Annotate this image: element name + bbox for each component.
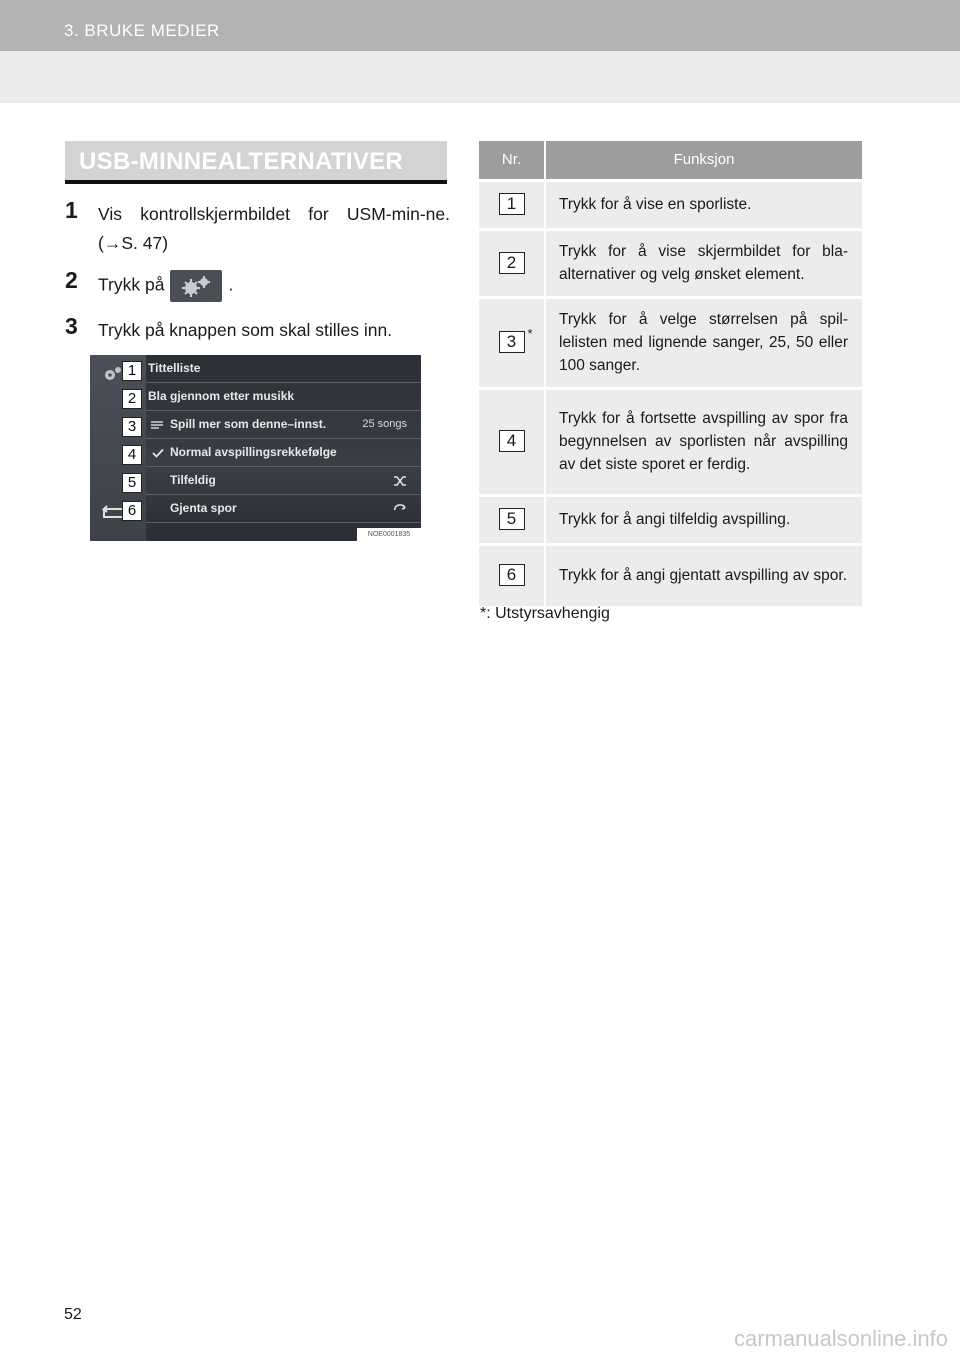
row-number xyxy=(479,229,545,297)
watermark: carmanualsonline.info xyxy=(733,1326,948,1351)
table-row xyxy=(479,544,862,606)
header-band xyxy=(0,51,960,103)
repeat-icon xyxy=(393,503,407,515)
step-text xyxy=(65,270,450,302)
page-number: 52 xyxy=(64,1306,82,1323)
row-description: Trykk for å vise en sporliste. xyxy=(545,180,862,229)
row-number xyxy=(479,297,545,388)
step-1 xyxy=(65,197,450,258)
step-number: 2 xyxy=(65,267,78,293)
step-text: Trykk på knappen som skal stilles inn. xyxy=(98,320,393,340)
table-row xyxy=(479,297,862,388)
number-box xyxy=(499,564,525,586)
header-function: Funksjon xyxy=(545,141,862,180)
callout-badge-1: 1 xyxy=(122,361,142,381)
number-box xyxy=(499,193,525,215)
row-description: Trykk for å fortsette avspilling av spor fra begynnelsen av sporlisten når avspilling av det siste sporet er ferdig. xyxy=(545,388,862,495)
step-text-before: Trykk på xyxy=(98,274,165,295)
gear-icon xyxy=(102,365,124,383)
section-heading xyxy=(65,141,447,184)
row-number xyxy=(479,495,545,544)
equipment-mark: * xyxy=(527,326,533,341)
screen-row-shuffle[interactable] xyxy=(146,467,421,495)
step-2 xyxy=(65,267,450,302)
header-nr: Nr. xyxy=(479,141,545,180)
step-number: 1 xyxy=(65,197,78,223)
settings-button[interactable] xyxy=(170,270,222,302)
screen-row-label: Tilfeldig xyxy=(170,473,216,487)
number-text: 5 xyxy=(506,509,517,528)
table-header-row xyxy=(479,141,862,180)
gear-icon xyxy=(176,273,216,299)
screen-row-label: Bla gjennom etter musikk xyxy=(148,389,295,403)
row-number xyxy=(479,544,545,606)
shuffle-icon xyxy=(393,475,407,487)
number-box xyxy=(499,508,525,530)
screen-row-label: Normal avspillingsrekkefølge xyxy=(170,445,337,459)
number-text: 1 xyxy=(506,194,517,213)
row-number xyxy=(479,180,545,229)
step-3 xyxy=(65,313,450,345)
screen-row-label: Spill mer som denne–innst. xyxy=(170,417,327,431)
usb-options-screen xyxy=(90,355,421,541)
step-text-after: . xyxy=(228,274,234,295)
table-row xyxy=(479,229,862,297)
number-box xyxy=(499,430,525,452)
table-row xyxy=(479,495,862,544)
callout-badge-2: 2 xyxy=(122,389,142,409)
footnote: *: Utstyrsavhengig xyxy=(480,605,610,622)
number-box xyxy=(499,252,525,274)
row-description: Trykk for å vise skjermbildet for bla-alternativer og velg ønsket element. xyxy=(545,229,862,297)
screen-row-title-list[interactable] xyxy=(146,355,421,383)
number-text: 4 xyxy=(506,431,517,450)
callout-badge-6: 6 xyxy=(122,501,142,521)
chapter-title: 3. BRUKE MEDIER xyxy=(64,21,220,40)
section-heading-text: USB-MINNEALTERNATIVER xyxy=(79,148,404,175)
row-description: Trykk for å angi tilfeldig avspilling. xyxy=(545,495,862,544)
check-icon xyxy=(152,448,164,458)
step-text: Vis kontrollskjermbildet for USM-min-ne. (→S. 47) xyxy=(98,204,450,253)
screen-row-play-more-like[interactable] xyxy=(146,411,421,439)
callout-badge-4: 4 xyxy=(122,445,142,465)
image-code: NOE0001835 xyxy=(357,528,421,541)
callout-badge-5: 5 xyxy=(122,473,142,493)
callout-badge-3: 3 xyxy=(122,417,142,437)
screen-row-repeat[interactable] xyxy=(146,495,421,523)
table-row xyxy=(479,180,862,229)
screen-row-label: Gjenta spor xyxy=(170,501,237,515)
number-text: 6 xyxy=(506,565,517,585)
function-table xyxy=(479,141,862,606)
number-box xyxy=(499,326,533,353)
header-bar xyxy=(0,0,960,51)
number-text: 3 xyxy=(506,332,517,351)
row-description: Trykk for å velge størrelsen på spil-lelisten med lignende sanger, 25, 50 eller 100 sanger. xyxy=(545,297,862,388)
row-number xyxy=(479,388,545,495)
playlist-icon xyxy=(150,420,164,430)
row-description: Trykk for å angi gjentatt avspilling av spor. xyxy=(545,544,862,606)
number-text: 2 xyxy=(506,252,517,272)
screen-row-label: Tittelliste xyxy=(148,361,201,375)
step-number: 3 xyxy=(65,313,78,339)
screen-row-normal-order[interactable] xyxy=(146,439,421,467)
table-row xyxy=(479,388,862,495)
screen-row-browse[interactable] xyxy=(146,383,421,411)
screen-row-value: 25 songs xyxy=(362,418,407,430)
